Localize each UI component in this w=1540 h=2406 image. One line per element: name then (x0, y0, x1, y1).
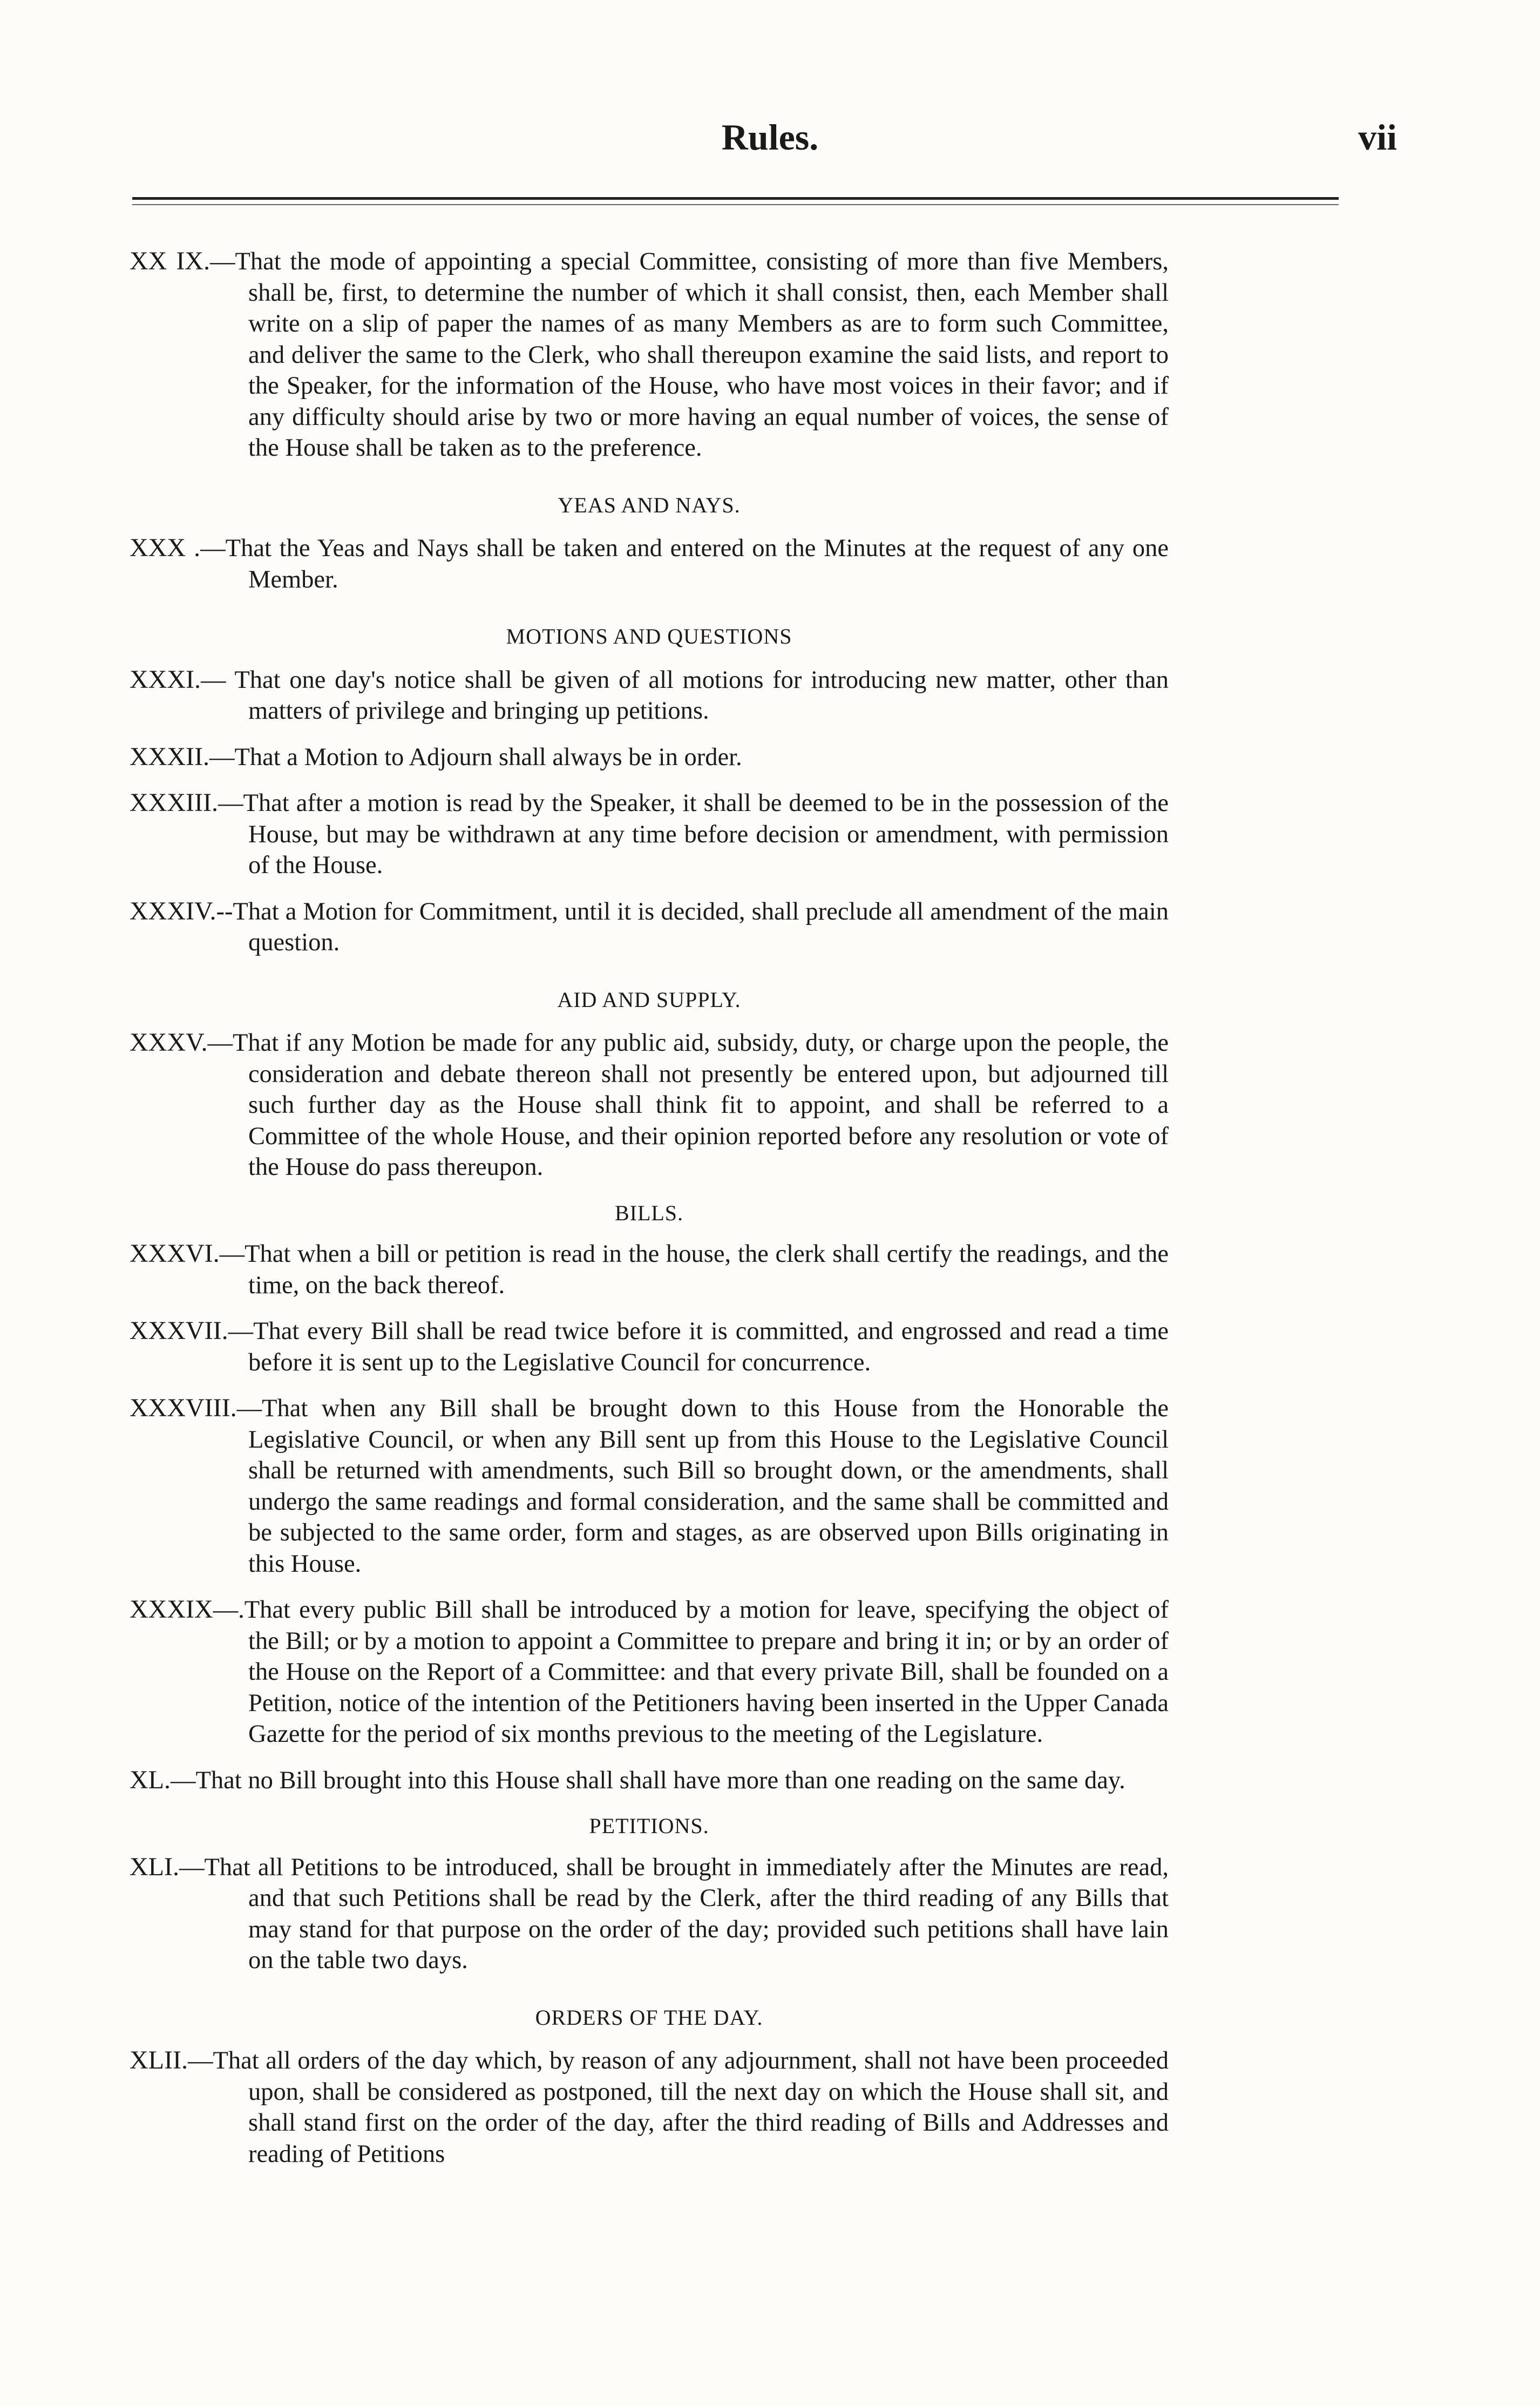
rule-number: XLI. (130, 1852, 179, 1881)
rule-number: XX IX. (130, 247, 210, 275)
rule-number: XXXIII. (130, 788, 218, 817)
rule-number: XXXVIII. (130, 1394, 237, 1422)
rule-text: —That a Motion to Adjourn shall always be in order. (209, 743, 742, 771)
section-heading: MOTIONS AND QUESTIONS (506, 624, 792, 648)
rule-number: XLII. (130, 2046, 188, 2074)
rule-paragraph (130, 1393, 1169, 1579)
rule-number: XL. (130, 1765, 171, 1794)
rule-number: XXXVII. (130, 1316, 228, 1345)
rule-number: XXXV. (130, 1028, 208, 1057)
rule-number: XXXVI. (130, 1239, 220, 1268)
rule-text: —That when any Bill shall be brought down to this House from the Honorable the Legislative Council, or when any Bill sent up from this House to the Legislative Council shall be returned with amendments, such Bill so brought down, or the amendments, shall undergo the same readings and formal consideration, and the same shall be committed and be subjected to the same order, form and stages, as are observed upon Bills originating in this House. (236, 1395, 1169, 1578)
rule-text: --That a Motion for Commitment, until it is decided, shall preclude all amendment of the main question. (216, 897, 1169, 956)
running-head (0, 116, 1540, 165)
rule-text: —That every Bill shall be read twice before it is committed, and engrossed and read a time before it is sent up to the Legislative Council for concurrence. (228, 1317, 1169, 1376)
rule-paragraph (130, 1594, 1169, 1750)
rule-paragraph (130, 2045, 1169, 2170)
rule-text: —That when a bill or petition is read in the house, the clerk shall certify the readings, and the time, on the back thereof. (219, 1240, 1169, 1299)
rule-number: XXXIV. (130, 896, 216, 925)
rule-paragraph (130, 532, 1169, 595)
rule-number: XXXIX (130, 1595, 213, 1624)
rule-text: —That all orders of the day which, by reason of any adjournment, shall not have been proceeded upon, shall be considered as postponed, till the next day on which the House shall sit, and shall stand first on the order of the day, after the third reading of Bills and Addresses and reading of Petitions (187, 2047, 1169, 2168)
rule-paragraph (130, 1765, 1169, 1796)
rule-text: — That one day's notice shall be given of all motions for introducing new matter, other than matters of privilege and bringing up petitions. (200, 666, 1169, 725)
rule-text: —That no Bill brought into this House shall shall have more than one reading on the same day. (170, 1766, 1125, 1794)
rule-number: XXX . (130, 533, 201, 562)
rule-text: —That if any Motion be made for any public aid, subsidy, duty, or charge upon the people, the consideration and debate thereon shall not presently be entered upon, but adjourned till such further day as the House shall think fit to appoint, and shall be referred to a Committee of the whole House, and their opinion reported before any resolution or vote of the House do pass thereupon. (207, 1029, 1169, 1181)
rule-number: XXXI. (130, 665, 201, 694)
rule-text: —.That every public Bill shall be introduced by a motion for leave, specifying the object of the Bill; or by a motion to appoint a Committee to prepare and bring it in; or by an order of the House on the Report of a Committee: and that every private Bill, shall be founded on a Petition, notice of the intention of the Petitioners having been inserted in the Upper Canada Gazette for the period of six months previous to the meeting of the Legislature. (213, 1596, 1169, 1748)
rule-text: —That the Yeas and Nays shall be taken and entered on the Minutes at the request of any one Member. (200, 535, 1169, 593)
rule-number: XXXII. (130, 742, 209, 771)
rule-paragraph (130, 896, 1169, 958)
rule-paragraph (130, 1027, 1169, 1183)
rule-text: —That after a motion is read by the Speaker, it shall be deemed to be in the possession of the House, but may be withdrawn at any time before decision or amendment, with permission of the House. (218, 789, 1169, 879)
rule-paragraph (130, 787, 1169, 881)
rule-paragraph (130, 1315, 1169, 1378)
section-heading: BILLS. (614, 1200, 684, 1225)
page-number: vii (1358, 117, 1397, 158)
rule-paragraph (130, 246, 1169, 464)
header-rule-thin (132, 204, 1339, 205)
rules-body (130, 246, 1169, 2184)
rule-paragraph (130, 741, 1169, 773)
rule-text: —That the mode of appointing a special Committee, consisting of more than five Members, shall be, first, to determine the number of which it shall consist, then, each Member shall write on a slip of paper the names of as many Members as are to form such Committee, and deliver the same to the Clerk, who shall thereupon examine the said lists, and report to the Speaker, for the information of the House, who have most voices in their favor; and if any difficulty should arise by two or more having an equal number of voices, the sense of the House shall be taken as to the preference. (209, 248, 1169, 462)
section-heading: AID AND SUPPLY. (557, 987, 741, 1012)
rule-paragraph (130, 664, 1169, 727)
section-heading: YEAS AND NAYS. (558, 492, 741, 517)
section-heading: PETITIONS. (589, 1814, 709, 1838)
rule-paragraph (130, 1851, 1169, 1976)
rule-paragraph (130, 1238, 1169, 1301)
section-heading: ORDERS OF THE DAY. (535, 2005, 763, 2030)
page-title: Rules. (721, 117, 819, 158)
rule-text: —That all Petitions to be introduced, shall be brought in immediately after the Minutes are read, and that such Petitions shall be read by the Clerk, after the third reading of any Bills that may stand for that purpose on the order of the day; provided such petitions shall have lain on the table two days. (179, 1853, 1169, 1974)
header-rule (132, 197, 1339, 200)
